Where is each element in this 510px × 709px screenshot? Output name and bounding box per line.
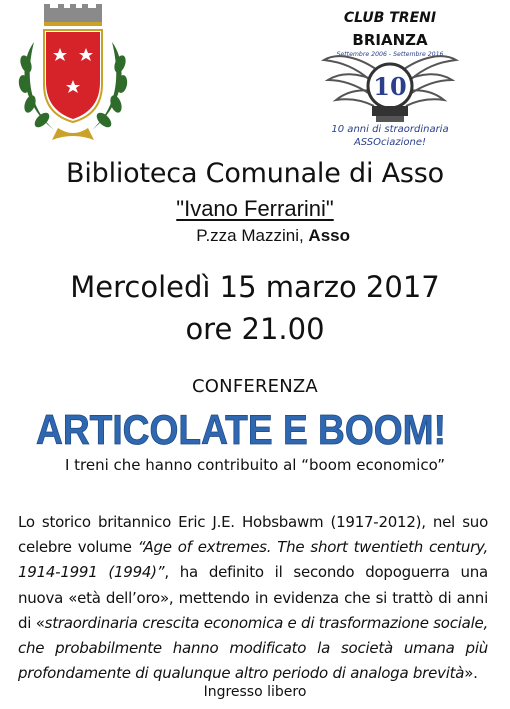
body-text-3: ». [464,664,478,683]
club-treni-brianza-logo [320,2,460,152]
body-text-1: Lo storico britannico Eric J.E. Hobsbawm (1917-2012), nel suo celebre volume [18,513,488,557]
club-tagline-line2: ASSOciazione! [353,137,427,148]
venue-address-street: P.zza Mazzini, [196,226,309,245]
crest-ribbon [52,128,94,140]
event-type: CONFERENZA [192,376,318,397]
event-title [0,398,510,454]
event-subtitle: I treni che hanno contribuito al “boom economico” [64,456,446,474]
venue-dedication: "Ivano Ferrarini" [176,196,334,221]
body-paragraph [18,510,488,686]
club-tagline-line1: 10 anni di straordinaria [331,124,449,135]
venue-address-town: Asso [308,226,350,245]
club-number-10: 10 [373,72,407,101]
event-title-text: ARTICOLATE E BOOM! [36,406,446,453]
venue-name: Biblioteca Comunale di Asso [66,158,444,189]
event-date: Mercoledì 15 marzo 2017 [70,270,440,304]
club-name-text: BRIANZA [352,31,428,49]
entry-note: Ingresso libero [203,684,307,700]
body-quote: straordinaria crescita economica e di trasformazione sociale, che probabilmente hanno modificato la società umana più profondamente di qualunque altro periodo di analoga brevità [18,613,488,683]
municipal-crest-logo [14,2,132,144]
event-time: ore 21.00 [185,312,325,346]
venue-address [150,226,350,246]
club-dates-text: Settembre 2006 - Settembre 2016 [336,51,444,58]
crest-crown [44,4,102,26]
body-book-title: “Age of extremes. The short twentieth century, 1914-1991 (1994)” [18,538,488,582]
body-text-2: , ha definito il secondo dopoguerra una nuova «età dell’oro», mettendo in evidenza che si trattò di anni di « [18,563,488,632]
club-top-text: CLUB TRENI [343,10,437,26]
